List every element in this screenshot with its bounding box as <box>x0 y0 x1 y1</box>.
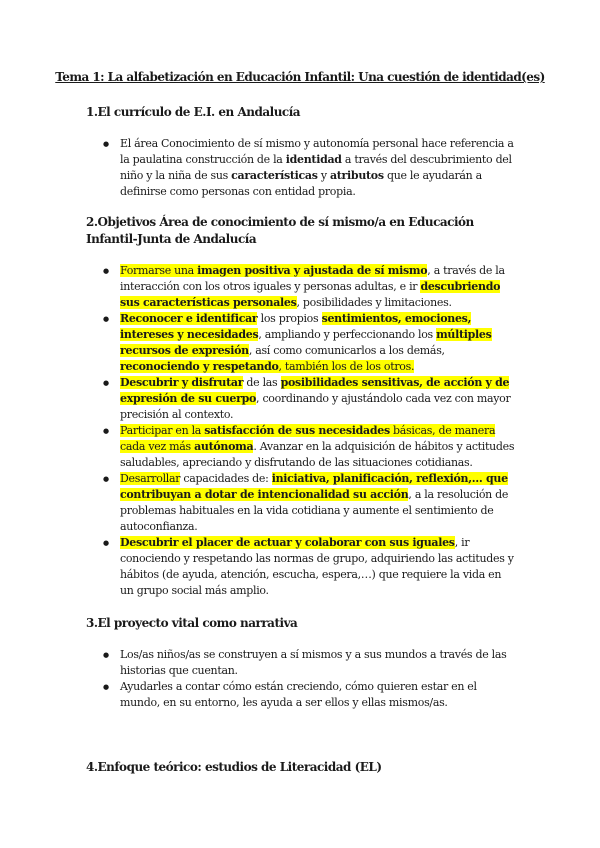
text-run: Formarse una <box>120 264 198 277</box>
bold-text: posibilidades sensitivas, de acción y de expresión de su cuerpo <box>120 376 510 405</box>
text-run: , ampliando y perfeccionando los <box>258 328 437 341</box>
bold-text: identidad <box>285 153 342 166</box>
text-run: Participar en la <box>120 424 205 437</box>
bullet-item <box>120 423 515 471</box>
bullet-item <box>120 535 515 599</box>
text-run: , coordinando y ajustándolo cada vez con mayor precisión al contexto. <box>120 392 511 421</box>
text-run: Ayudarles a contar cómo están creciendo, cómo quieren estar en el mundo, en su entorno, les ayuda a ser ellos y ellas mismos/as. <box>120 680 477 709</box>
bullet-item <box>120 647 515 679</box>
text-run: y <box>317 169 330 182</box>
text-run: , a la resolución de problemas habituales en la vida cotidiana y aumente el sentimiento de autoconfianza. <box>120 488 509 533</box>
bullet-item <box>120 136 515 200</box>
text-run: , ir conociendo y respetando las normas de grupo, adquiriendo las actitudes y hábitos (de ayuda, atención, escucha, espera,…) que requiere la vida en un grupo social más amplio. <box>120 536 514 597</box>
bold-text: Descubrir el placer de actuar y colaborar con sus iguales <box>120 536 455 549</box>
bold-text: satisfacción de sus necesidades <box>204 424 390 437</box>
text-run: , también los de los otros. <box>278 360 415 373</box>
text-run: Los/as niños/as se construyen a sí mismos y a sus mundos a través de las historias que cuentan. <box>120 648 507 677</box>
text-run: de las <box>243 376 281 389</box>
bold-text: características <box>231 169 318 182</box>
bullet-item <box>120 263 515 311</box>
section-2-list <box>0 263 515 599</box>
section-1-list <box>0 136 515 200</box>
section-3-list <box>0 647 515 711</box>
text-run: , posibilidades y limitaciones. <box>296 296 452 309</box>
section-heading-4: 4.Enfoque teórico: estudios de Literacidad (EL) <box>86 760 382 774</box>
bold-text: múltiples recursos de expresión <box>120 328 492 357</box>
bullet-item <box>120 471 515 535</box>
bold-text: Descubrir y disfrutar <box>120 376 244 389</box>
text-run: . Avanzar en la adquisición de hábitos y actitudes saludables, apreciando y disfrutando de las situaciones cotidianas. <box>120 440 515 469</box>
bold-text: descubriendo sus características personales <box>120 280 501 309</box>
bold-text: atributos <box>329 169 384 182</box>
text-run: , así como comunicarlos a los demás, <box>248 344 445 357</box>
text-run: El área Conocimiento de sí mismo y autonomía personal hace referencia a la paulatina construcción de la <box>120 137 514 166</box>
text-run: que le ayudarán a definirse como personas con entidad propia. <box>120 169 482 198</box>
bold-text: sentimientos, emociones, intereses y necesidades <box>120 312 472 341</box>
text-run: los propios <box>257 312 322 325</box>
bold-text: autónoma <box>194 440 254 453</box>
bullet-item <box>120 311 515 375</box>
section-heading-2: 2.Objetivos Área de conocimiento de sí mismo/a en Educación Infantil-Junta de Andalucía <box>86 215 474 246</box>
text-run: capacidades de: <box>180 472 272 485</box>
bold-text: iniciativa, planificación, reflexión,… que contribuyan a dotar de intencionalidad su acción <box>120 472 508 501</box>
bold-text: Reconocer e identificar <box>120 312 258 325</box>
bullet-item <box>120 679 515 711</box>
text-run: , a través de la interacción con los otros iguales y personas adultas, e ir <box>120 264 505 293</box>
section-heading-1: 1.El currículo de E.I. en Andalucía <box>86 105 301 119</box>
text-run: a través del descubrimiento del niño y la niña de sus <box>120 153 512 182</box>
text-run: Desarrollar <box>120 472 181 485</box>
section-heading-3: 3.El proyecto vital como narrativa <box>86 616 298 630</box>
document-title: Tema 1: La alfabetización en Educación Infantil: Una cuestión de identidad(es) <box>55 70 545 84</box>
bold-text: reconociendo y respetando <box>120 360 279 373</box>
bullet-item <box>120 375 515 423</box>
text-run: básicas, de manera cada vez más <box>120 424 496 453</box>
bold-text: imagen positiva y ajustada de sí mismo <box>197 264 428 277</box>
